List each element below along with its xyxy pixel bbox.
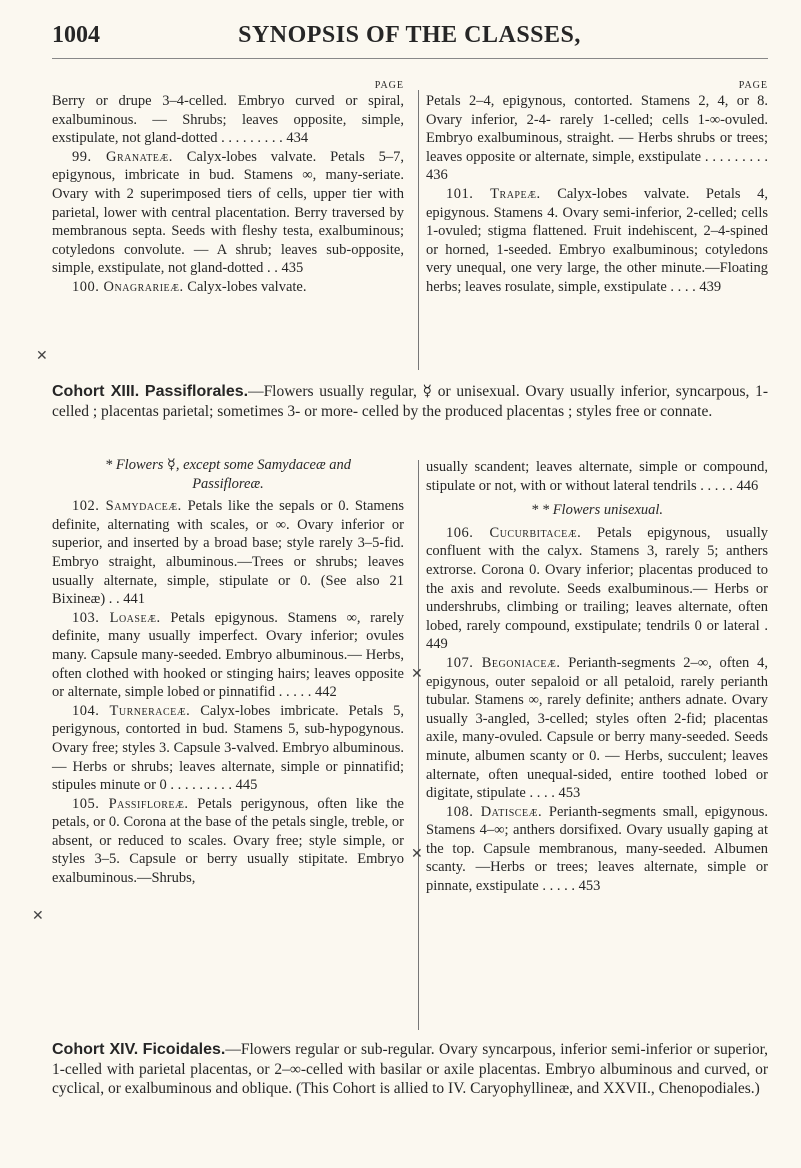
page-ref: 436 [426, 167, 448, 184]
list-item: 102. Samydaceæ. Petals like the sepals or 0. Stamens definite, alternating with scales, or ∞. Ovary inferior or superior, and inserted by a broad base; style rarely 3–5-fid. Embryo straight, albuminous.—Trees or shrubs; leaves usually alternate, simple, stipulate or 0. (See also 21 Bixineæ) . . 441 [52, 498, 404, 608]
page-ref: 453 [558, 785, 581, 802]
family-heading: 105. Passifloreæ. [72, 795, 189, 812]
page-ref: 449 [426, 636, 448, 653]
family-heading: 102. Samydaceæ. [72, 498, 182, 515]
section-subheading: * * Flowers unisexual. [530, 502, 664, 519]
page-header [52, 22, 767, 62]
page-number: 1004 [52, 22, 100, 48]
margin-cross-mark: ✕ [411, 847, 423, 862]
list-item: 103. Loaseæ. Petals epigynous. Stamens ∞, rarely definite, many usually imperfect. Ovary inferior; ovules many. Capsule many-seeded. Embryo albuminous.— Herbs, often clothed with hooked or stinging hairs; leaves opposite or alternate, simple lobed or pinnatifid . . . . . 442 [52, 609, 404, 701]
list-item: 101. Trapeæ. Calyx-lobes valvate. Petals 4, epigynous. Stamens 4. Ovary semi-inferior, 2-celled; cells 1-ovuled; stigma flattened. Fruit indehiscent, 2–4-spined or horned, 1-seeded. Embryo exalbuminous; cotyledons very unequal, one very large, the other minute.—Floating herbs; leaves rosulate, simple, exstipulate . . . . 439 [426, 185, 768, 295]
top-right-column [426, 80, 768, 297]
page-ref: 453 [578, 878, 601, 895]
section-subheading: * Flowers ☿, except some Samydaceæ and Passifloreæ. [104, 457, 352, 492]
list-item: usually scandent; leaves alternate, simple or compound, stipulate or not, with or without lateral tendrils . . . . . 446 [426, 459, 768, 494]
top-left-column [52, 80, 404, 297]
page-column-label: PAGE [374, 80, 404, 91]
list-item: 106. Cucurbitaceæ. Petals epigynous, usually confluent with the calyx. Stamens 3, rarely 5; anthers extrorse. Corona 0. Ovary inferior; placentas produced to the axis and revolute. Seeds exalbuminous.— Herbs or undershrubs, climbing or trailing; leaves alternate, often lobed, rarely compound, exstipulate; tendrils 0 or lateral . 449 [426, 524, 768, 653]
cohort-label: Cohort XIV. [52, 1041, 139, 1058]
page-column-label: PAGE [738, 80, 768, 91]
cohort-title: Passiflorales. [144, 383, 249, 400]
page-ref: 439 [699, 278, 722, 295]
list-item: 107. Begoniaceæ. Perianth-segments 2–∞, often 4, epigynous, outer sepaloid or all petaloid, rarely perianth tubular. Stamens ∞, rarely definite; anthers adnate. Ovary usually 3-angled, 3-celled; styles often 2-fid; placentas axile, many-ovuled. Capsule or berry many-seeded. Seeds minute, albumen scanty or 0. — Herbs, succulent; leaves alternate, often unequal-sided, entire toothed lobed or digitate, stipulate . . . . 453 [426, 654, 768, 802]
header-rule [52, 58, 768, 59]
family-heading: 108. Datisceæ. [446, 803, 543, 820]
margin-cross-mark: ✕ [32, 909, 44, 924]
cohort-label: Cohort XIII. [52, 383, 140, 400]
page-ref: 435 [281, 260, 304, 277]
family-heading: 103. Loaseæ. [72, 609, 161, 626]
column-divider [418, 460, 419, 1030]
list-item: 104. Turneraceæ. Calyx-lobes imbricate. Petals 5, perigynous, contorted in bud. Stamens 5, sub-hypogynous. Ovary free; styles 3. Capsule 3-valved. Embryo albuminous. — Herbs or shrubs; leaves alternate, simple or pinnatifid; stipules minute or 0 . . . . . . . . . 445 [52, 702, 404, 794]
lower-left-column [52, 456, 404, 888]
page-ref: 442 [314, 684, 337, 701]
family-heading: 100. Onagrarieæ. [72, 278, 184, 295]
column-divider [418, 90, 419, 370]
family-heading: 106. Cucurbitaceæ. [446, 524, 582, 541]
list-item: 100. Onagrarieæ. Calyx-lobes valvate. [72, 278, 307, 295]
family-heading: 104. Turneraceæ. [72, 702, 191, 719]
margin-cross-mark: ✕ [411, 667, 423, 682]
list-item: 99. Granateæ. Calyx-lobes valvate. Petals 5–7, epigynous, imbricate in bud. Stamens ∞, many-seriate. Ovary with 2 superimposed tiers of cells, upper tier with parietal, lower with central placentation. Berry traversed by membranous septa. Seeds with fleshy testa, exalbuminous; cotyledons convolute. — A shrub; leaves sub-opposite, simple, exstipulate, not gland-dotted . . 435 [52, 148, 404, 277]
family-heading: 107. Begoniaceæ. [446, 654, 561, 671]
cohort-title: Ficoidales. [142, 1041, 226, 1058]
page-ref: 441 [123, 591, 146, 608]
margin-cross-mark: ✕ [36, 349, 48, 364]
page-ref: 446 [736, 477, 759, 494]
list-item: 108. Datisceæ. Perianth-segments small, epigynous. Stamens 4–∞; anthers dorsifixed. Ovary usually gaping at the top. Capsule membranous, many-seeded. Albumen scanty. —Herbs or trees; leaves alternate, simple or pinnate, exstipulate . . . . . 453 [426, 803, 768, 895]
cohort-xiii-paragraph: Cohort XIII. Passiflorales.—Flowers usually regular, ☿ or unisexual. Ovary usually inferior, syncarpous, 1-celled ; placentas parietal; sometimes 3- or more- celled by the produced placentas ; styles free or connate. [52, 383, 769, 420]
page-ref: 445 [235, 777, 258, 794]
family-heading: 101. Trapeæ. [446, 185, 541, 202]
list-item: Petals 2–4, epigynous, contorted. Stamens 2, 4, or 8. Ovary inferior, 2-4- rarely 1-celled; cells 1-∞-ovuled. Embryo exalbuminous, straight. — Herbs shrubs or trees; leaves opposite or alternate, simple, exstipulate . . . . . . . . . 436 [426, 93, 768, 184]
page-ref: 434 [286, 130, 309, 147]
list-item: 105. Passifloreæ. Petals perigynous, often like the petals, or 0. Corona at the base of the petals single, treble, or absent, or reduced to scales. Ovary free; style simple, or styles 3–5. Capsule or berry usually stipitate. Embryo exalbuminous.—Shrubs, [52, 795, 404, 887]
lower-right-column [426, 458, 768, 896]
family-heading: 99. Granateæ. [72, 148, 173, 165]
list-item: Berry or drupe 3–4-celled. Embryo curved or spiral, exalbuminous. — Shrubs; leaves opposite, simple, exstipulate, not gland-dotted . . . . . . . . . 434 [52, 93, 404, 147]
running-title: SYNOPSIS OF THE CLASSES, [238, 22, 581, 48]
cohort-xiv-paragraph: Cohort XIV. Ficoidales.—Flowers regular or sub-regular. Ovary syncarpous, inferior semi-inferior or superior, 1-celled with parietal placentas, or 2–∞-celled with basilar or axile placentas. Embryo albuminous and curved, or cyclical, or exalbuminous and oblique. (This Cohort is allied to IV. Caryophyllineæ, and XXVII., Chenopodiales.) [52, 1041, 768, 1097]
